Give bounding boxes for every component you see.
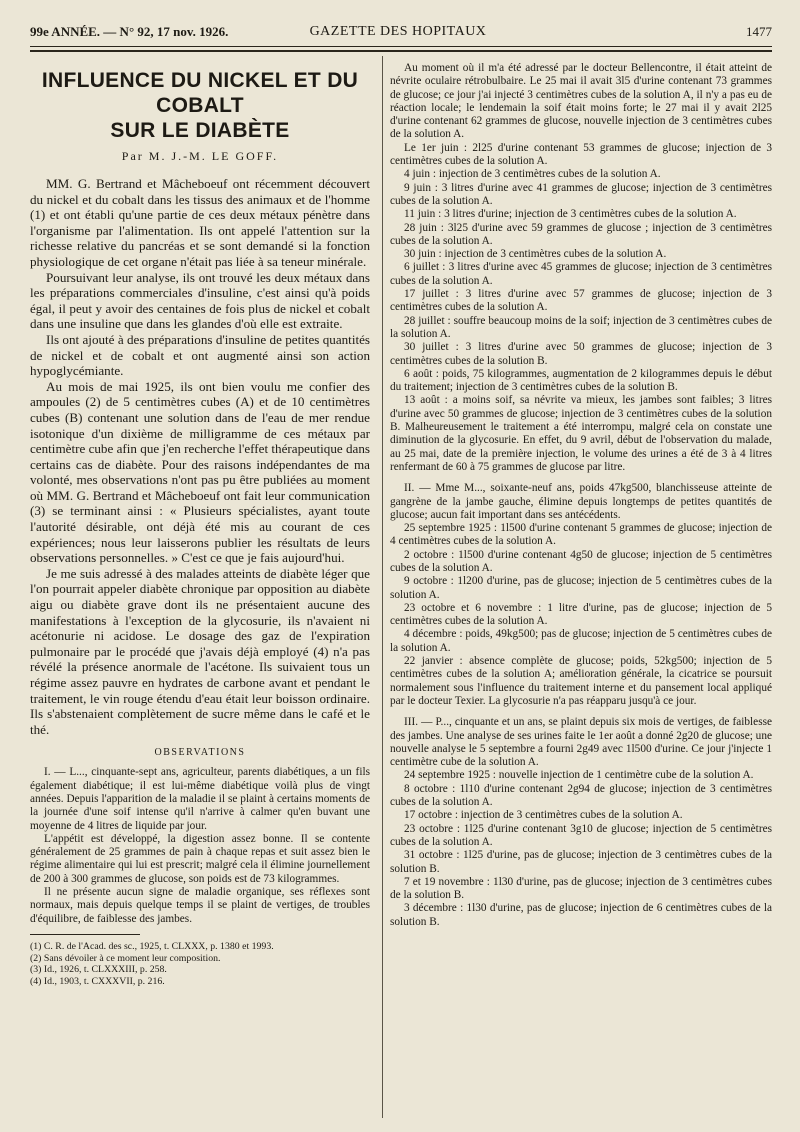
paragraph: 23 octobre : 1l25 d'urine contenant 3g10 de glucose; injection de 5 centimètres cubes de la solution A. xyxy=(390,822,772,848)
observation-1-start xyxy=(30,766,370,926)
observation-1-continued xyxy=(390,62,772,474)
paragraph: Le 1er juin : 2l25 d'urine contenant 53 grammes de glucose; injection de 3 centimètres cubes de la solution A. xyxy=(390,141,772,168)
column-separator xyxy=(382,56,383,1118)
paragraph: Je me suis adressé à des malades atteints de diabète léger que l'on pourrait appeler diabète chronique par opposition au diabète aigu ou diabète grave dont ils ne présentaient aucune des manifestations à l'exception de la glycosurie, ils n'avaient ni acétonurie ni acidose. Le dosage des gaz de l'expiration pulmonaire par le procédé que j'avais déjà employé (4) n'a pas révélé la présence anormale de l'acétone. Ils suivaient tous un régime assez pauvre en hydrates de carbone avant et pendant le traitement, le vin rouge étendu d'eau était leur boisson ordinaire. Ils s'abstenaient complètement de sucre même dans le café et le thé. xyxy=(30,565,370,737)
right-column xyxy=(390,62,772,1122)
paragraph: 4 juin : injection de 3 centimètres cubes de la solution A. xyxy=(404,168,661,181)
paragraph: 7 et 19 novembre : 1l30 d'urine, pas de glucose; injection de 3 centimètres cubes de la solution B. xyxy=(390,875,772,902)
title-line-2: SUR LE DIABÈTE xyxy=(110,119,290,142)
observation-3 xyxy=(390,716,772,929)
footnote: (3) Id., 1926, t. CLXXXIII, p. 258. xyxy=(30,964,167,976)
paragraph: Ils ont ajouté à des préparations d'insuline de petites quantités de nickel et de cobalt et ont augmenté ainsi son action hypoglycémiante. xyxy=(30,331,370,379)
paragraph: 24 septembre 1925 : nouvelle injection de 1 centimètre cube de la solution A. xyxy=(404,769,754,782)
paragraph: 17 octobre : injection de 3 centimètres cubes de la solution A. xyxy=(404,809,683,822)
paragraph: 4 décembre : poids, 49kg500; pas de glucose; injection de 5 centimètres cubes de la solution A. xyxy=(390,628,772,654)
footnote: (4) Id., 1903, t. CXXXVII, p. 216. xyxy=(30,976,165,988)
paragraph: 11 juin : 3 litres d'urine; injection de 3 centimètres cubes de la solution A. xyxy=(404,208,737,221)
article-title xyxy=(30,68,370,143)
paragraph: 13 août : a moins soif, sa névrite va mieux, les jambes sont faibles; 3 litres d'urine avec 50 grammes de glucose; injection de 3 centimètres cubes de la solution B. Malheureusement le traitement a été interrompu, malgré cela on constate une diminution de la glycosurie. En effet, du 9 avril, début de l'observation du malade, au 25 mai, date de la première injection, le volume des urines a été de 3 à 4 litres renfermant de 60 à 75 grammes de glucose par litre. xyxy=(390,394,772,473)
paragraph: III. — P..., cinquante et un ans, se plaint depuis six mois de vertiges, de faiblesse des jambes. Une analyse de ses urines faite le 1er août a donné 2g20 de glucose; une nouvelle analyse le 5 septembre a fourni 2g49 avec 1l500 d'urine. Ce jour j'injecte 1 centimètre cube de la solution A. xyxy=(390,716,772,769)
paragraph: MM. G. Bertrand et Mâcheboeuf ont récemment découvert du nickel et du cobalt dans les tissus des animaux et de l'homme (1) et ont établi qu'une partie de ces deux métaux pénètre dans l'organisme par l'alimentation. Ils ont appelé l'attention sur la richesse relative du pancréas et se sont demandé si la fonction physiologique de cet organe n'était pas liée à sa teneur minérale. xyxy=(30,176,370,269)
paragraph: 23 octobre et 6 novembre : 1 litre d'urine, pas de glucose; injection de 5 centimètres cubes de la solution A. xyxy=(390,601,772,628)
paragraph: Au moment où il m'a été adressé par le docteur Bellencontre, il était atteint de névrite oculaire rétrobulbaire. Le 25 mai il avait 3l5 d'urine contenant 73 grammes de glucose; ce jour j'ai injecté 3 centimètres cubes de la solution A, il n'y a pas eu de réaction locale; le lendemain la soif était moins forte; le 27 mai il y avait 2l25 d'urine contenant 62 grammes de glucose, nouvelle injection de 3 centimètres cubes de la solution A. xyxy=(390,62,772,141)
journal-title: GAZETTE DES HOPITAUX xyxy=(309,24,487,39)
paragraph: 9 octobre : 1l200 d'urine, pas de glucose; injection de 5 centimètres cubes de la solution A. xyxy=(390,575,772,601)
paragraph: 30 juillet : 3 litres d'urine avec 50 grammes de glucose; injection de 3 centimètres cubes de la solution B. xyxy=(390,341,772,367)
paragraph: 2 octobre : 1l500 d'urine contenant 4g50 de glucose; injection de 5 centimètres cubes de la solution A. xyxy=(390,548,772,574)
intro-text xyxy=(30,176,370,737)
header-rule-thick xyxy=(30,50,772,52)
paragraph: 30 juin : injection de 3 centimètres cubes de la solution A. xyxy=(404,248,667,261)
paragraph: 17 juillet : 3 litres d'urine avec 57 grammes de glucose; injection de 3 centimètres cubes de la solution A. xyxy=(390,288,772,314)
paragraph: 9 juin : 3 litres d'urine avec 41 grammes de glucose; injection de 3 centimètres cubes de la solution A. xyxy=(390,181,772,207)
paragraph: 8 octobre : 1l10 d'urine contenant 2g94 de glucose; injection de 3 centimètres cubes de la solution A. xyxy=(390,782,772,809)
paragraph: Il ne présente aucun signe de maladie organique, ses réflexes sont normaux, mais depuis quelque temps il se plaint de vertiges, de troubles d'équilibre, de faiblesse des jambes. xyxy=(30,886,370,925)
footnote-rule xyxy=(30,934,140,935)
paragraph: 25 septembre 1925 : 1l500 d'urine contenant 5 grammes de glucose; injection de 4 centimètres cubes de la solution A. xyxy=(390,522,772,548)
observation-2 xyxy=(390,482,772,708)
page-number: 1477 xyxy=(746,24,772,39)
page-header xyxy=(24,20,772,42)
paragraph: II. — Mme M..., soixante-neuf ans, poids 47kg500, blanchisseuse atteinte de gangrène de la jambe gauche, élimine depuis longtemps de petites quantités de glucose; aucun fait important dans ses antécédents. xyxy=(390,482,772,521)
title-line-1: INFLUENCE DU NICKEL ET DU COBALT xyxy=(41,69,359,117)
footnote: (1) C. R. de l'Acad. des sc., 1925, t. CLXXX, p. 1380 et 1993. xyxy=(30,940,274,952)
paragraph: 6 août : poids, 75 kilogrammes, augmentation de 2 kilogrammes depuis le début du traitement; injection de 3 centimètres cubes de la solution B. xyxy=(390,367,772,394)
paragraph: L'appétit est développé, la digestion assez bonne. Il se contente généralement de 25 grammes de pain à chaque repas et suit assez bien le régime alimentaire qui lui est prescrit; malgré cela il élimine journellement de 200 à 300 grammes de glucose, son poids est de 73 kilogrammes. xyxy=(30,832,370,885)
issue-info: 99e ANNÉE. — N° 92, 17 nov. 1926. xyxy=(30,24,229,39)
footnote: (2) Sans dévoiler à ce moment leur composition. xyxy=(30,952,221,964)
observations-heading: OBSERVATIONS xyxy=(154,747,246,759)
paragraph: 22 janvier : absence complète de glucose; poids, 52kg500; injection de 5 centimètres cubes de la solution A; amélioration générale, la cicatrice se poursuit normalement sous l'influence du traitement interne et du pansement local appliqué par le docteur Texier. La glycosurie n'a pas réapparu jusqu'à ce jour. xyxy=(390,655,772,707)
paragraph: I. — L..., cinquante-sept ans, agriculteur, parents diabétiques, a un fils également diabétique; il est lui-même diabétique voilà plus de vingt années. Depuis l'apparition de la maladie il se plaint à certains moments de la journée d'une soif intense qu'il n'arrive à calmer qu'en buvant une moyenne de 4 litres de liquide par jour. xyxy=(30,766,370,832)
left-column xyxy=(30,62,370,1122)
paragraph: 3 décembre : 1l30 d'urine, pas de glucose; injection de 6 centimètres cubes de la solution B. xyxy=(390,902,772,928)
paragraph: 31 octobre : 1l25 d'urine, pas de glucose; injection de 3 centimètres cubes de la solution B. xyxy=(390,849,772,875)
header-rule xyxy=(30,46,772,47)
paragraph: Poursuivant leur analyse, ils ont trouvé les deux métaux dans les préparations commerciales d'insuline, c'est ainsi qu'à poids égal, il peut y avoir des centaines de fois plus de nickel et cobalt dans une insuline que dans les glandes d'où elle est extraite. xyxy=(30,269,370,332)
paragraph: Au mois de mai 1925, ils ont bien voulu me confier des ampoules (2) de 5 centimètres cubes (A) et de 10 centimètres cubes (B) contenant une solution dans de l'eau de mer rendue isotonique d'un dixième de milligramme de ces métaux par centimètre cube afin que j'en recherche l'effet thérapeutique dans certains cas de diabète. Pour des raisons indépendantes de ma volonté, mes observations n'ont pas pu être publiées au moment où MM. G. Bertrand et Mâcheboeuf ont fait leur communication (3) se terminant ainsi : « Plusieurs spécialistes, ayant toute l'autorité désirable, ont déjà été mis au courant de ces expériences; nous leur laisserons publier les résultats de leurs observations personnelles. » C'est ce que je fais aujourd'hui. xyxy=(30,378,370,566)
footnotes xyxy=(30,941,370,988)
paragraph: 6 juillet : 3 litres d'urine avec 45 grammes de glucose; injection de 3 centimètres cubes de la solution A. xyxy=(390,261,772,287)
paragraph: 28 juillet : souffre beaucoup moins de la soif; injection de 3 centimètres cubes de la solution A. xyxy=(390,314,772,340)
article-author: Par M. J.-M. LE GOFF. xyxy=(121,149,279,163)
paragraph: 28 juin : 3l25 d'urine avec 59 grammes de glucose ; injection de 3 centimètres cubes de la solution A. xyxy=(390,221,772,247)
